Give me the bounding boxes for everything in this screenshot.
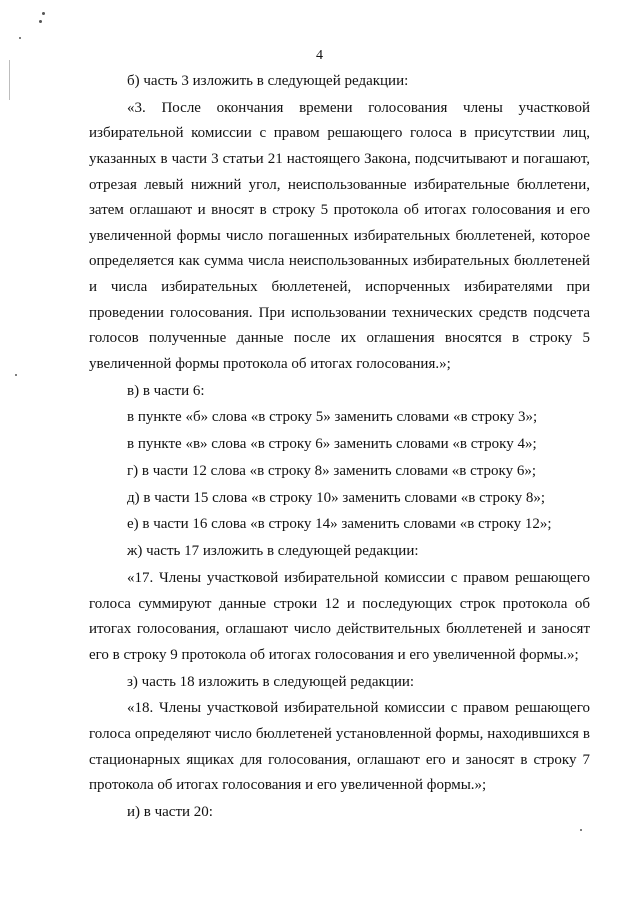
paragraph-amend-d: д) в части 15 слова «в строку 10» заменить словами «в строку 8»; <box>127 489 546 506</box>
paragraph-part-17-text: «17. Члены участковой избирательной комиссии с правом решающего голоса суммируют данные строки 12 и последующих строк протокола об итогах голосования, оглашают число действительных бюллетеней и заносят его в строку 9 протокола об итогах голосования и его увеличенной формы.»; <box>89 569 590 663</box>
scan-speck <box>15 374 17 376</box>
scan-speck <box>42 12 45 15</box>
paragraph-item-v: в пункте «в» слова «в строку 6» заменить словами «в строку 4»; <box>127 436 537 453</box>
paragraph-amend-e: е) в части 16 слова «в строку 14» заменить словами «в строку 12»; <box>127 516 552 533</box>
paragraph-amend-v: в) в части 6: <box>127 382 205 399</box>
document-body <box>89 69 590 825</box>
paragraph-amend-g: г) в части 12 слова «в строку 8» заменить словами «в строку 6»; <box>127 462 537 479</box>
paragraph-amend-z: з) часть 18 изложить в следующей редакции: <box>127 673 415 690</box>
paragraph-amend-b: б) часть 3 изложить в следующей редакции: <box>127 73 409 89</box>
scan-edge-line <box>9 60 10 100</box>
paragraph-item-b: в пункте «б» слова «в строку 5» заменить словами «в строку 3»; <box>127 409 538 426</box>
page-number: 4 <box>316 48 323 63</box>
paragraph-amend-zh: ж) часть 17 изложить в следующей редакции: <box>127 543 419 560</box>
scan-speck <box>39 20 42 23</box>
paragraph-amend-i: и) в части 20: <box>127 803 213 820</box>
scan-speck <box>19 37 21 39</box>
paragraph-part-18-text: «18. Члены участковой избирательной комиссии с правом решающего голоса определяют число бюллетеней установленной формы, находившихся в стационарных ящиках для голосования, оглашают его и заносят в строку 7 протокола об итогах голосования и его увеличенной формы.»; <box>89 700 590 794</box>
paragraph-part-3-text: «3. После окончания времени голосования члены участковой избирательной комиссии с правом решающего голоса в присутствии лиц, указанных в части 3 статьи 21 настоящего Закона, подсчитывают и погашают, отрезая левый нижний угол, неиспользованные избирательные бюллетени, затем оглашают и вносят в строку 5 протокола об итогах голосования и его увеличенной формы число погашенных избирательных бюллетеней, которое определяется как сумма числа неиспользованных избирательных бюллетеней и числа избирательных бюллетеней, испорченных избирателями при проведении голосования. При использовании технических средств подсчета голосов полученные данные после их оглашения вносятся в строку 5 увеличенной формы протокола об итогах голосования.»; <box>89 99 590 372</box>
scan-speck <box>580 829 582 831</box>
